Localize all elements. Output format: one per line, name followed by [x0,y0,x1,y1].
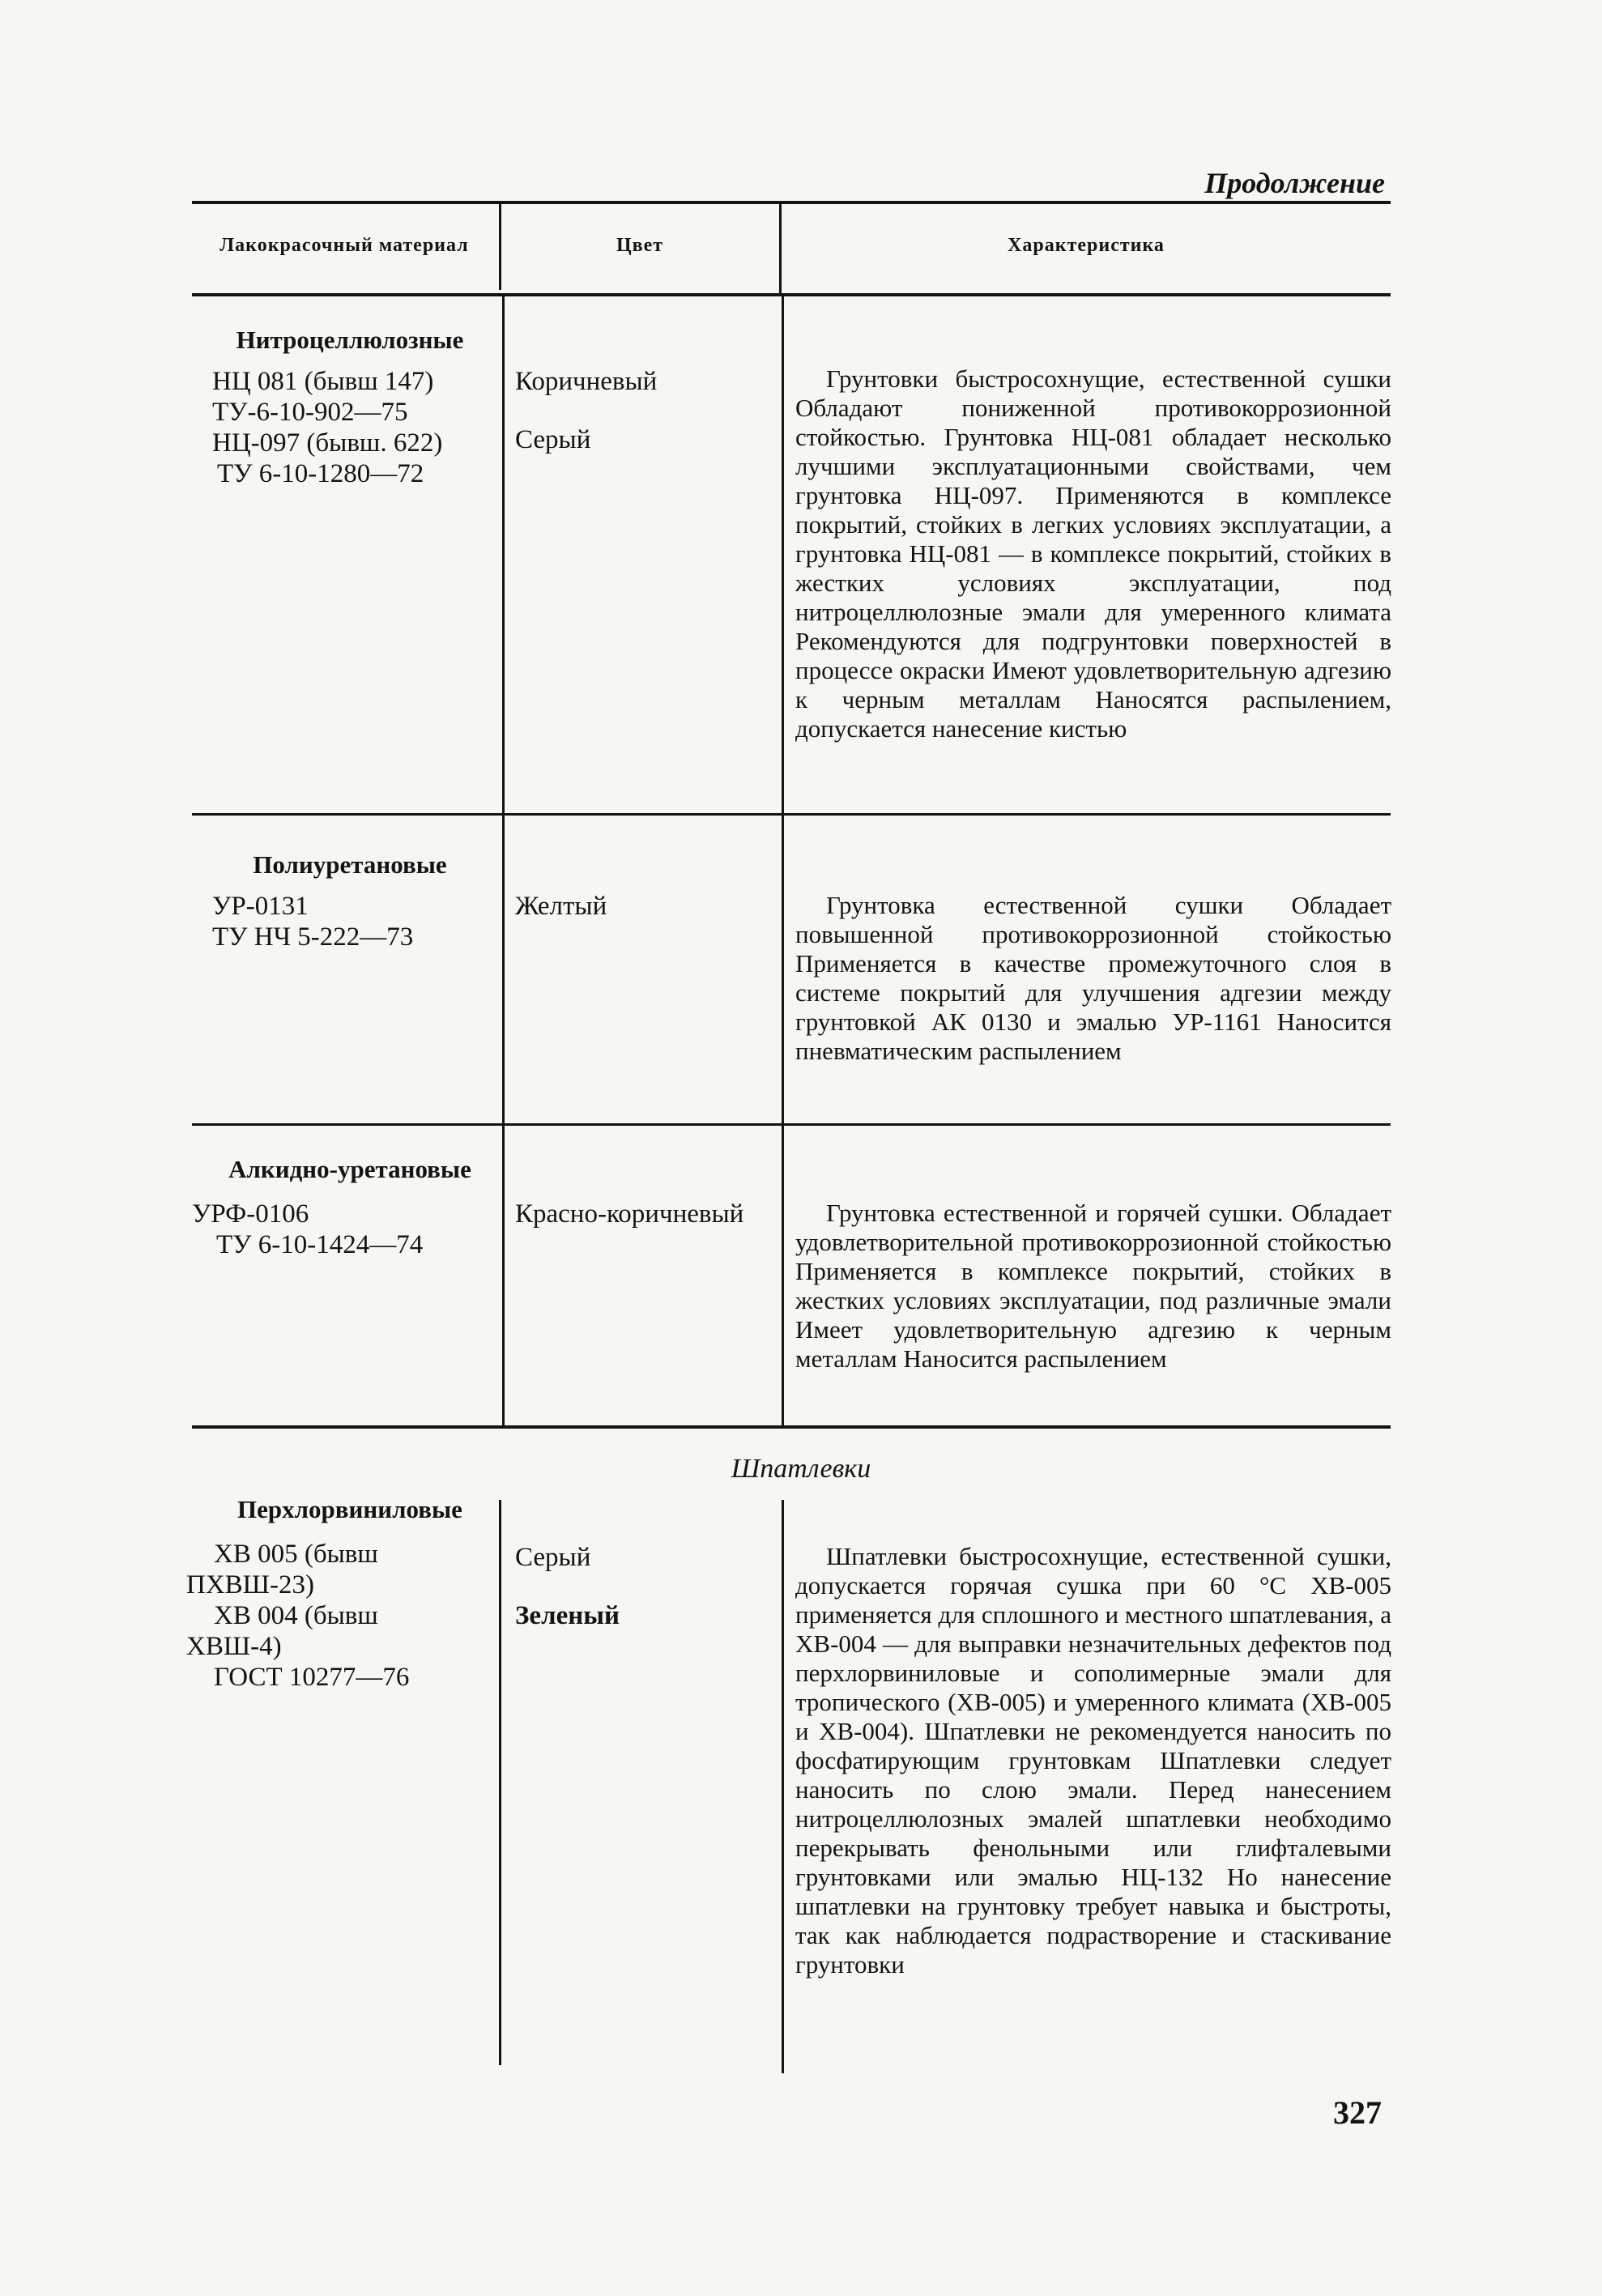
description-text: Шпатлевки быстросохнущие, естественной сушки, допускается горячая сушка при 60 °С ХВ-005 применяется для сплошного и местного шпатлевания, а ХВ-004 — для выправки незначительных дефектов под перхлорвиниловые и сополимерные эмали для тропического (ХВ-005) и умеренного климата (ХВ-005 и ХВ-004). Шпатлевки не рекомендуется наносить по фосфатирующим грунтовкам Шпатлевки следует наносить по слою эмали. Перед нанесением нитроцеллюлозных эмалей шпатлевки необходимо перекрывать фенольными или глифталевыми грунтовками или эмалью НЦ-132 Но нанесение шпатлевки на грунтовку требует навыка и быстроты, так как наблюдается подрастворение и стаскивание грунтовки [795,1542,1391,1979]
material-line: НЦ 081 (бывш 147) [212,367,434,396]
section-title-putties: Шпатлевки [731,1454,871,1484]
material-list-perchlorovinyl [186,1539,409,1693]
group2-divider-2 [782,816,784,1123]
table-top-rule [192,201,1391,204]
material-list-alkyd-urethane [192,1199,423,1260]
material-list-nitrocellulose [212,366,442,489]
color-value: Зеленый [515,1601,620,1630]
section2-divider-2 [782,1500,784,2073]
material-line: ХВ 005 (бывш [214,1540,378,1569]
material-line: ТУ-6-10-902—75 [212,398,408,427]
color-value: Красно-коричневый [515,1199,744,1229]
header-characteristic: Характеристика [1008,235,1165,256]
group1-bottom-rule [192,813,1391,816]
group3-divider-1 [502,1126,505,1425]
material-line: УР-0131 [212,892,309,921]
continued-label: Продолжение [1204,167,1385,199]
description-polyurethane [795,891,1391,1066]
group2-divider-1 [502,816,505,1123]
section2-divider-1 [499,1500,501,2065]
group2-bottom-rule [192,1123,1391,1126]
color-value: Серый [515,1543,591,1572]
material-line: ХВ 004 (бывш [214,1601,378,1630]
material-line: ТУ НЧ 5-222—73 [212,922,414,952]
material-line: ТУ 6-10-1424—74 [216,1230,424,1259]
group3-bottom-rule [192,1425,1391,1429]
material-line: ГОСТ 10277—76 [214,1663,410,1692]
material-line: НЦ-097 (бывш. 622) [212,428,443,458]
header-divider-2 [779,204,782,293]
material-line: ХВШ-4) [186,1632,282,1661]
material-line: ТУ 6-10-1280—72 [217,459,424,488]
group3-divider-2 [782,1126,784,1425]
group1-divider-2 [782,293,784,813]
group-title-nitrocellulose: Нитроцеллюлозные [236,326,464,354]
header-bottom-rule [192,293,1391,296]
header-material: Лакокрасочный материал [219,235,469,256]
group-title-perchlorovinyl: Перхлорвиниловые [237,1495,462,1523]
material-list-polyurethane [212,891,413,952]
group-title-alkyd-urethane: Алкидно-уретановые [228,1155,471,1183]
group-title-polyurethane: Полиуретановые [253,850,447,879]
header-color: Цвет [616,235,664,256]
header-divider-1 [499,204,501,290]
description-perchlorovinyl [795,1542,1391,1979]
color-value: Серый [515,425,591,454]
description-nitrocellulose [795,364,1391,743]
description-text: Грунтовка естественной сушки Обладает повышенной противокоррозионной стойкостью Применяется в качестве промежуточного слоя в системе покрытий для улучшения адгезии между грунтовкой АК 0130 и эмалью УР-1161 Наносится пневматическим распылением [795,891,1391,1065]
description-alkyd-urethane [795,1199,1391,1374]
group1-divider-1 [502,293,505,813]
description-text: Грунтовки быстросохнущие, естественной сушки Обладают пониженной противокоррозионной стойкостью. Грунтовка НЦ-081 обладает несколько лучшими эксплуатационными свойствами, чем грунтовка НЦ-097. Применяются в комплексе покрытий, стойких в легких условиях эксплуатации, а грунтовка НЦ-081 — в комплексе покрытий, стойких в жестких условиях эксплуатации, под нитроцеллюлозные эмали для умеренного климата Рекомендуются для подгрунтовки поверхностей в процессе окраски Имеют удовлетворительную адгезию к черным металлам Наносятся распылением, допускается нанесение кистью [795,364,1391,743]
description-text: Грунтовка естественной и горячей сушки. Обладает удовлетворительной противокоррозионной стойкостью Применяется в комплексе покрытий, стойких в жестких условиях эксплуатации, под различные эмали Имеет удовлетворительную адгезию к черным металлам Наносится распылением [795,1199,1391,1373]
color-value: Коричневый [515,367,658,396]
material-line: УРФ-0106 [192,1199,309,1229]
page-number: 327 [1333,2094,1382,2131]
color-value: Желтый [515,892,607,921]
material-line: ПХВШ-23) [186,1570,314,1600]
